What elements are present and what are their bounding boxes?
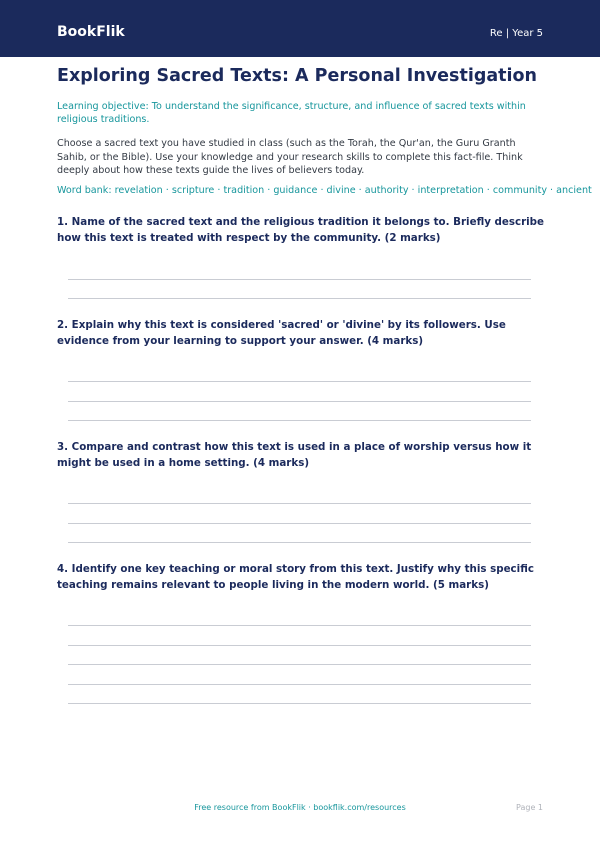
question-3: 3. Compare and contrast how this text is used in a place of worship versus how it might be used in a home setting. (4 marks): [57, 441, 532, 469]
answer-line[interactable]: [68, 625, 531, 626]
answer-line[interactable]: [68, 703, 531, 704]
worksheet-title: Exploring Sacred Texts: A Personal Investigation: [57, 66, 538, 86]
answer-line[interactable]: [68, 503, 531, 504]
question-1: 1. Name of the sacred text and the religious tradition it belongs to. Briefly describe how this text is treated with respect by the community. (2 marks): [57, 216, 545, 244]
page-header: [0, 0, 600, 57]
question-4: 4. Identify one key teaching or moral story from this text. Justify why this specific teaching remains relevant to people living in the modern world. (5 marks): [57, 563, 534, 591]
answer-line[interactable]: [68, 542, 531, 543]
answer-line[interactable]: [68, 684, 531, 685]
answer-line[interactable]: [68, 381, 531, 382]
question-2: 2. Explain why this text is considered 'sacred' or 'divine' by its followers. Use evidence from your learning to support your answer. (4 marks): [57, 319, 506, 347]
answer-line[interactable]: [68, 420, 531, 421]
subject-year-label: Re | Year 5: [489, 28, 543, 39]
brand-logo-text: BookFlik: [57, 24, 125, 40]
page-number: Page 1: [516, 803, 543, 812]
answer-line[interactable]: [68, 645, 531, 646]
word-bank: Word bank: revelation · scripture · tradition · guidance · divine · authority · interpretation · community · ancient: [57, 185, 592, 196]
answer-line[interactable]: [68, 279, 531, 280]
answer-line[interactable]: [68, 298, 531, 299]
answer-line[interactable]: [68, 523, 531, 524]
answer-line[interactable]: [68, 401, 531, 402]
footer-credit: Free resource from BookFlik · bookflik.com/resources: [194, 803, 406, 812]
answer-line[interactable]: [68, 664, 531, 665]
intro-instructions: Choose a sacred text you have studied in class (such as the Torah, the Qur'an, the Guru Granth Sahib, or the Bible). Use your knowledge and your research skills to complete this fact-file. Think deeply about how these texts guide the lives of believers today.: [57, 138, 523, 176]
learning-objective: Learning objective: To understand the significance, structure, and influence of sacred texts within religious traditions.: [57, 101, 526, 125]
